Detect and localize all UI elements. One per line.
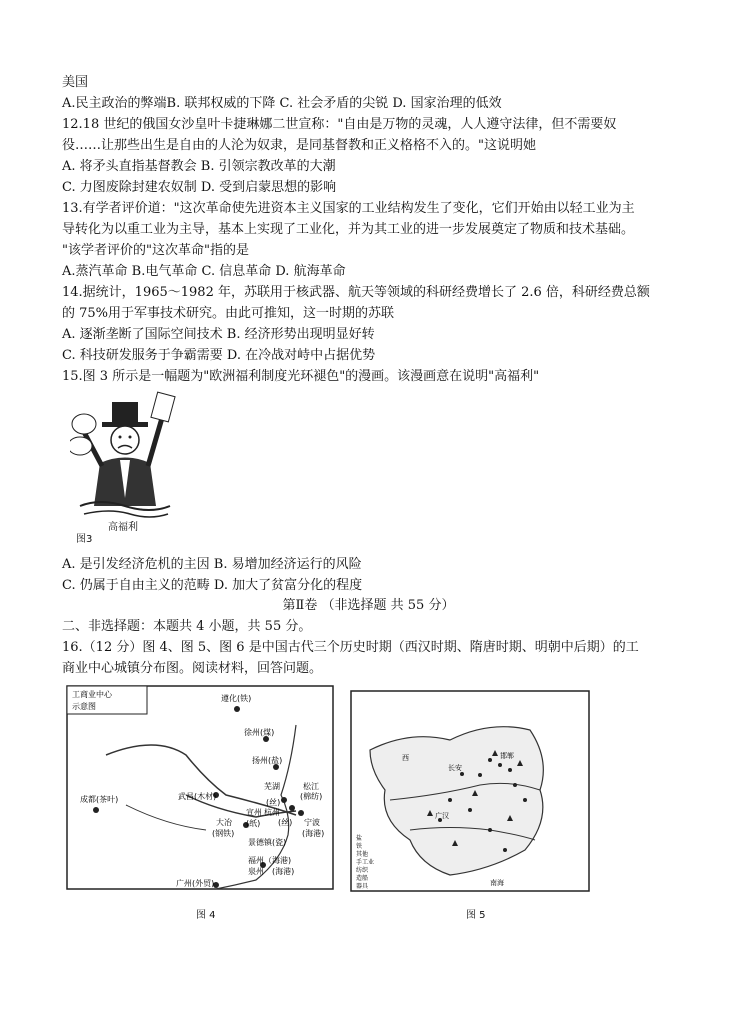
svg-text:武昌(木材): 武昌(木材) xyxy=(178,792,217,801)
text-line: A. 逐渐垄断了国际空间技术 B. 经济形势出现明显好转 xyxy=(62,327,375,342)
svg-text:大冶: 大冶 xyxy=(216,818,232,827)
welfare-cartoon xyxy=(70,388,180,545)
text-line: A.民主政治的弊端B. 联邦权威的下降 C. 社会矛盾的尖锐 D. 国家治理的低效 xyxy=(62,96,502,111)
option-line: A. 是引发经济危机的主因 B. 易增加经济运行的风险 xyxy=(62,557,362,572)
svg-text:福州（海港): 福州（海港) xyxy=(248,856,292,865)
cartoon-label: 高福利 xyxy=(108,522,138,533)
svg-text:松江: 松江 xyxy=(303,782,319,791)
map-figure-5 xyxy=(350,690,590,905)
text-line: 14.据统计，1965～1982 年，苏联用于核武器、航天等领域的科研经费增长了 2.6 倍，科研经费总额 xyxy=(62,285,650,300)
svg-text:器具: 器具 xyxy=(356,883,369,890)
svg-text:扬州(盐): 扬州(盐) xyxy=(252,756,283,765)
text-line: A.蒸汽革命 B.电气革命 C. 信息革命 D. 航海革命 xyxy=(62,264,346,279)
map5-caption: 图 5 xyxy=(466,910,486,921)
text-line: 13.有学者评价道："这次革命使先进资本主义国家的工业结构发生了变化，它们开始由以轻工业为主 xyxy=(62,201,635,216)
text-line: 役……让那些出生是自由的人沦为奴隶，是同基督教和正义格格不入的。"这说明她 xyxy=(62,138,536,153)
section-title: 第Ⅱ卷 （非选择题 共 55 分） xyxy=(282,598,455,613)
svg-text:徐州(煤): 徐州(煤) xyxy=(244,728,275,737)
text-line: C. 力图废除封建农奴制 D. 受到启蒙思想的影响 xyxy=(62,180,337,195)
text-line: 的 75%用于军事技术研究。由此可推知，这一时期的苏联 xyxy=(62,306,395,321)
text-line: 美国 xyxy=(62,75,89,90)
svg-text:造船: 造船 xyxy=(356,875,369,882)
q16-line: 16.（12 分）图 4、图 5、图 6 是中国古代三个历史时期（西汉时期、隋唐时期、明朝中后期）的工 xyxy=(62,640,639,655)
svg-text:邯郸: 邯郸 xyxy=(500,752,514,760)
q16-line: 商业中心城镇分布图。阅读材料，回答问题。 xyxy=(62,661,323,676)
svg-text:宁波: 宁波 xyxy=(304,818,320,827)
svg-text:西: 西 xyxy=(402,754,409,762)
svg-text:(丝): (丝) xyxy=(278,818,293,827)
svg-text:(钢铁): (钢铁) xyxy=(212,829,235,838)
svg-text:广汉: 广汉 xyxy=(435,812,449,820)
text-line: C. 科技研发服务于争霸需要 D. 在冷战对峙中占据优势 xyxy=(62,348,376,363)
svg-text:(海港): (海港) xyxy=(302,829,325,838)
svg-text:景德镇(瓷): 景德镇(瓷) xyxy=(248,838,287,847)
svg-text:(棉纺): (棉纺) xyxy=(300,792,323,801)
map4-caption: 图 4 xyxy=(196,910,216,921)
svg-text:长安: 长安 xyxy=(448,764,462,772)
svg-text:宣州: 宣州 xyxy=(246,808,262,817)
map-figure-4 xyxy=(66,685,334,905)
svg-text:其他: 其他 xyxy=(356,851,369,858)
text-line: 15.图 3 所示是一幅题为"欧洲福利制度光环褪色"的漫画。该漫画意在说明"高福利" xyxy=(62,369,540,384)
svg-text:成都(茶叶): 成都(茶叶) xyxy=(80,795,119,804)
text-line: A. 将矛头直指基督教会 B. 引领宗教改革的大潮 xyxy=(62,159,336,174)
text-line: 12.18 世纪的俄国女沙皇叶卡捷琳娜二世宣称："自由是万物的灵魂，人人遵守法律，但不需要奴 xyxy=(62,117,617,132)
map4-legend-sub: 示意图 xyxy=(72,702,96,711)
svg-text:广州(外贸): 广州(外贸) xyxy=(176,879,215,888)
svg-text:盐: 盐 xyxy=(356,835,363,842)
cartoon-caption: 图3 xyxy=(76,534,93,545)
text-line: "该学者评价的"这次革命"指的是 xyxy=(62,243,249,258)
svg-text:纺织: 纺织 xyxy=(356,867,369,874)
svg-text:(纸): (纸) xyxy=(246,819,261,828)
section-intro: 二、非选择题：本题共 4 小题，共 55 分。 xyxy=(62,619,312,634)
text-line: 导转化为以重工业为主导，基本上实现了工业化，并为其工业的进一步发展奠定了物质和技术基础。 xyxy=(62,222,635,237)
svg-text:南海: 南海 xyxy=(490,879,504,887)
svg-text:手工业: 手工业 xyxy=(356,859,375,866)
svg-text:杭州: 杭州 xyxy=(264,808,280,817)
svg-text:遵化(铁): 遵化(铁) xyxy=(221,694,252,703)
map4-legend-title: 工商业中心 xyxy=(72,690,112,699)
svg-text:铁: 铁 xyxy=(356,843,363,850)
svg-text:芜湖: 芜湖 xyxy=(264,782,280,791)
svg-text:(丝): (丝) xyxy=(266,798,281,807)
svg-text:(海港): (海港) xyxy=(272,867,295,876)
svg-text:泉州: 泉州 xyxy=(248,867,264,876)
option-line: C. 仍属于自由主义的范畴 D. 加大了贫富分化的程度 xyxy=(62,578,363,593)
